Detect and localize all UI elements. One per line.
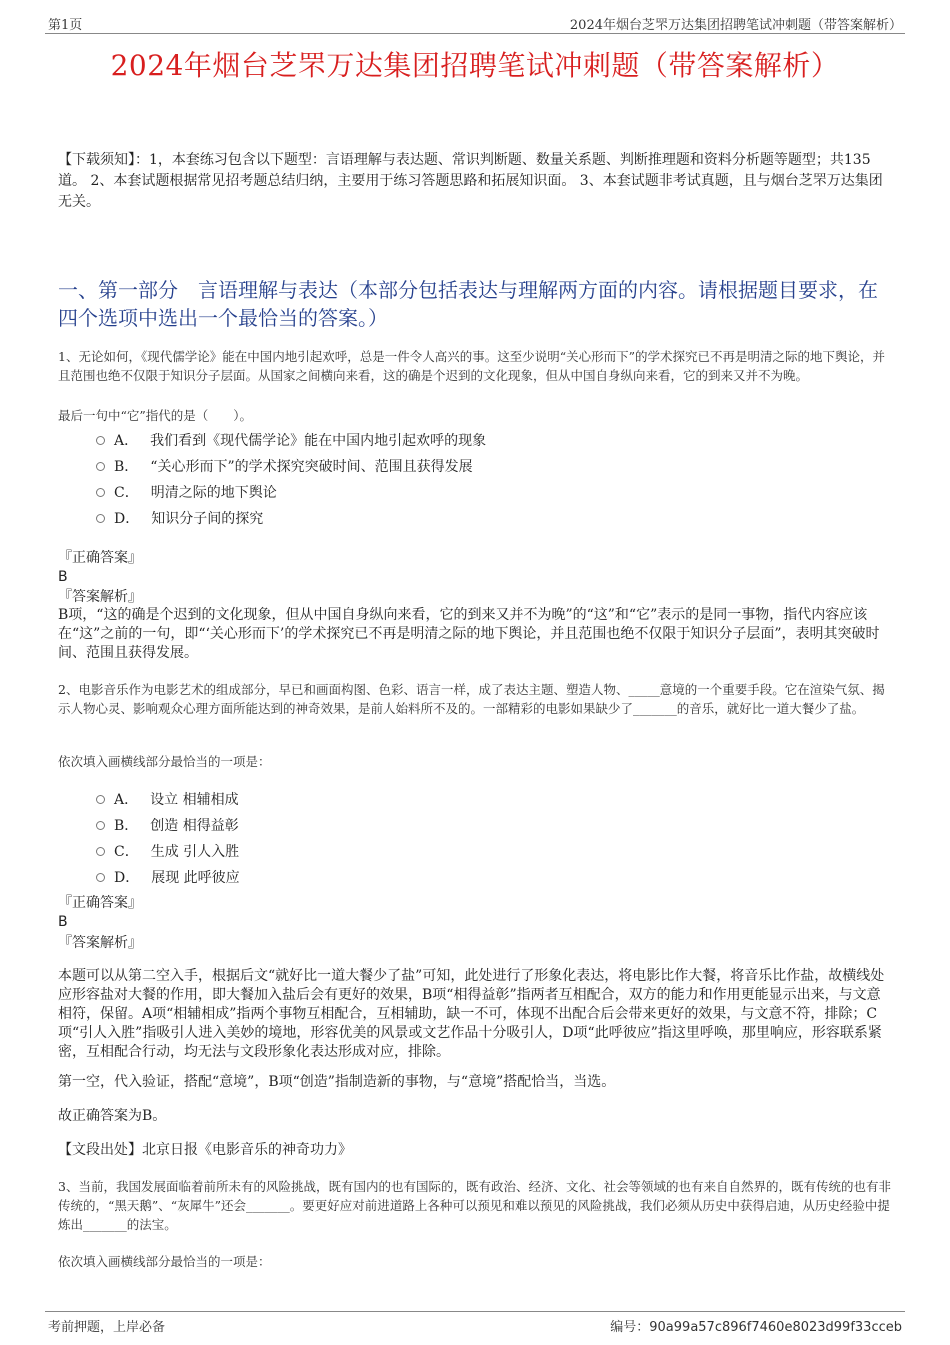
option-label: A． [114,792,139,808]
option-text: 知识分子间的探究 [151,511,264,527]
q2-option-d[interactable] [96,867,240,887]
q1-analysis: B项，“这的确是个迟到的文化现象，但从中国自身纵向来看，它的到来又并不为晚”的“这”和“它”表示的是同一事物，指代内容应该在“这”之前的一句，即“‘关心形而下’的学术探究已不再是明清之际的地下舆论，并且范围也绝不仅限于知识分子层面”，表明其突破时间、范围且获得发展。 [58,607,880,661]
page-title: 2024年烟台芝罘万达集团招聘笔试冲刺题（带答案解析） [110,49,840,82]
q1-option-d[interactable] [96,508,263,528]
radio-icon[interactable] [96,514,105,523]
question-2-text: 2、电影音乐作为电影艺术的组成部分，早已和画面构图、色彩、语言一样，成了表达主题、塑造人物、_____意境的一个重要手段。它在渲染气氛、揭示人物心灵、影响观众心理方面所能达到的神奇效果，是前人始料所不及的。一部精彩的电影如果缺少了_______的音乐，就好比一道大餐少了盐。 [58,682,885,716]
q2-source: 【文段出处】北京日报《电影音乐的神奇功力》 [58,1142,352,1158]
footer-doc-code [610,1316,902,1335]
option-label: D． [114,870,140,886]
option-label: D． [114,511,140,527]
option-text: 生成 引人入胜 [150,844,240,860]
option-label: C． [114,485,139,501]
header-doc-title: 2024年烟台芝罘万达集团招聘笔试冲刺题（带答案解析） [569,18,902,33]
option-text: 创造 相得益彰 [150,818,239,834]
footer-slogan: 考前押题，上岸必备 [48,1320,166,1335]
q2-option-b[interactable] [96,815,239,835]
section-heading: 一、第一部分 言语理解与表达（本部分包括表达与理解两方面的内容。请根据题目要求，在四个选项中选出一个最恰当的答案。） [58,278,878,330]
radio-icon[interactable] [96,847,105,856]
question-1-ask: 最后一句中“它”指代的是（ ）。 [58,408,253,423]
q1-option-c[interactable] [96,482,277,502]
q2-analysis: 本题可以从第二空入手，根据后文“就好比一道大餐少了盐”可知，此处进行了形象化表达，将电影比作大餐，将音乐比作盐，故横线处应形容盐对大餐的作用，即大餐加入盐后会有更好的效果，B项“相得益彰”指两者互相配合，双方的能力和作用更能显示出来，与文意相符，保留。A项“相辅相成”指两个事物互相配合，互相辅助，缺一不可，体现不出配合后会带来更好的效果，与文意不符，排除；C项“引人入胜”指吸引人进入美妙的境地，形容优美的风景或文艺作品十分吸引人，D项“此呼彼应”指这里呼唤，那里响应，形容联系紧密，互相配合行动，均无法与文段形象化表达形成对应，排除。 [58,968,885,1060]
option-text: 我们看到《现代儒学论》能在中国内地引起欢呼的现象 [150,433,487,449]
q1-answer-title: 『正确答案』 [58,550,142,566]
q2-answer: B [58,914,68,930]
code-value: 90a99a57c896f7460e8023d99f33cceb [649,1320,902,1335]
q1-answer: B [58,569,68,585]
q2-analysis-title: 『答案解析』 [58,935,142,951]
option-text: “关心形而下”的学术探究突破时间、范围且获得发展 [150,459,473,475]
option-label: B． [114,818,139,834]
radio-icon[interactable] [96,873,105,882]
q2-analysis-para2: 第一空，代入验证，搭配“意境”，B项“创造”指制造新的事物，与“意境”搭配恰当，当选。 [58,1074,616,1090]
option-label: A． [114,433,139,449]
q2-option-a[interactable] [96,789,239,809]
q2-analysis-para3: 故正确答案为B。 [58,1108,167,1124]
radio-icon[interactable] [96,488,105,497]
option-label: C． [114,844,139,860]
option-text: 明清之际的地下舆论 [150,485,277,501]
q1-option-b[interactable] [96,456,473,476]
option-label: B． [114,459,139,475]
radio-icon[interactable] [96,436,105,445]
code-label: 编号： [610,1320,650,1335]
question-3-ask: 依次填入画横线部分最恰当的一项是： [58,1254,271,1269]
download-notice: 【下载须知】：1，本套练习包含以下题型：言语理解与表达题、常识判断题、数量关系题、判断推理题和资料分析题等题型；共135道。 2、本套试题根据常见招考题总结归纳，主要用于练习答题思路和拓展知识面。 3、本套试题非考试真题，且与烟台芝罘万达集团无关。 [58,152,883,210]
q1-option-a[interactable] [96,430,486,450]
radio-icon[interactable] [96,795,105,804]
question-1-text: 1、无论如何，《现代儒学论》能在中国内地引起欢呼，总是一件令人高兴的事。这至少说明“关心形而下”的学术探究已不再是明清之际的地下舆论，并且范围也绝不仅限于知识分子层面。从国家之间横向来看，这的确是个迟到的文化现象，但从中国自身纵向来看，它的到来又并不为晚。 [58,349,885,383]
radio-icon[interactable] [96,821,105,830]
page-number: 第1页 [48,18,83,33]
option-text: 展现 此呼彼应 [151,870,240,886]
question-3-text: 3、当前，我国发展面临着前所未有的风险挑战，既有国内的也有国际的，既有政治、经济、文化、社会等领域的也有来自自然界的，既有传统的也有非传统的，“黑天鹅”、“灰犀牛”还会_______。要更好应对前进道路上各种可以预见和难以预见的风险挑战，我们必须从历史中获得启迪，从历史经验中提炼出_______的法宝。 [58,1179,891,1232]
q2-option-c[interactable] [96,841,239,861]
header-divider [45,33,905,34]
q2-answer-title: 『正确答案』 [58,895,142,911]
option-text: 设立 相辅相成 [150,792,239,808]
footer-divider [45,1311,905,1312]
radio-icon[interactable] [96,462,105,471]
question-2-ask: 依次填入画横线部分最恰当的一项是： [58,754,271,769]
q1-analysis-title: 『答案解析』 [58,589,142,605]
